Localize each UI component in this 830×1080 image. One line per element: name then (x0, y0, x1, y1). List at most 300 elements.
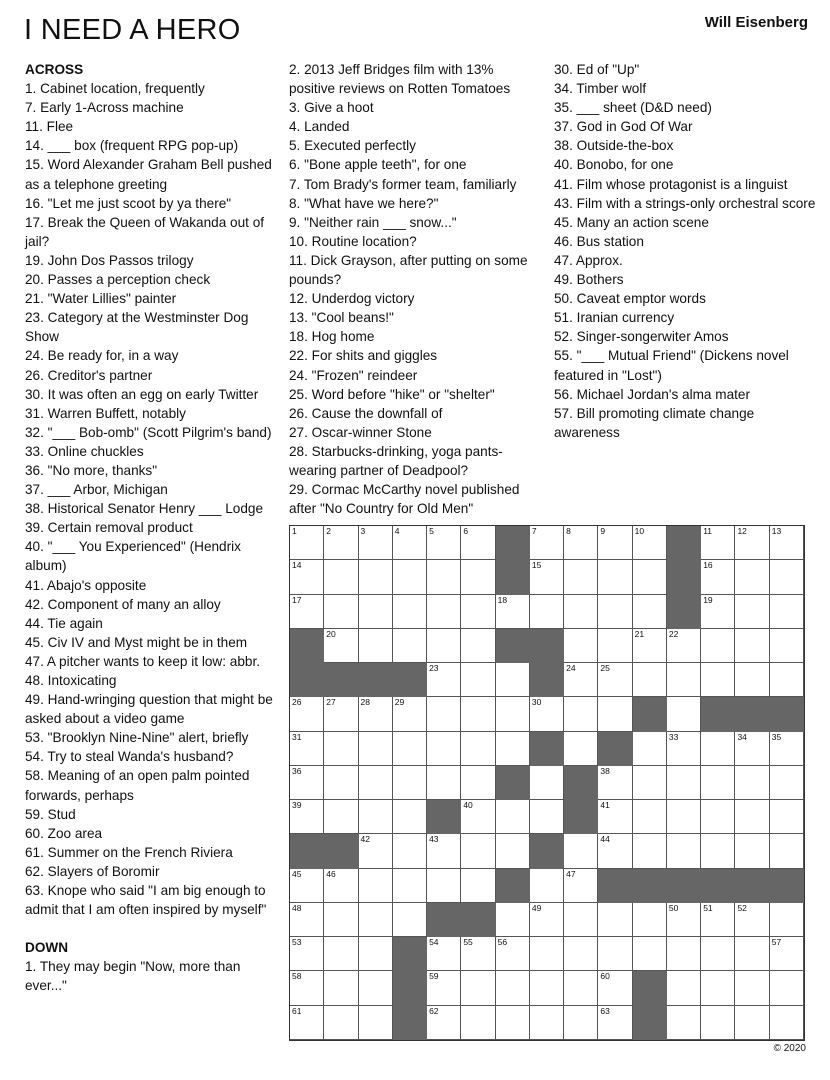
grid-cell[interactable] (324, 971, 358, 1005)
grid-cell[interactable] (633, 937, 667, 971)
clue-number: 55 (463, 937, 473, 948)
grid-cell[interactable] (667, 1006, 701, 1040)
grid-cell[interactable] (427, 834, 461, 868)
clue-number: 28 (360, 697, 370, 708)
clue-number: 15 (531, 560, 542, 571)
grid-cell[interactable] (324, 629, 358, 663)
grid-cell[interactable] (667, 903, 701, 937)
grid-cell[interactable] (735, 732, 769, 766)
clue-number: 19 (703, 594, 713, 605)
grid-cell[interactable] (290, 800, 324, 834)
grid-cell[interactable] (598, 663, 632, 697)
black-square (633, 971, 667, 1005)
grid-cell[interactable] (290, 766, 324, 800)
down-clue: 8. "What have we here?" (289, 195, 439, 211)
grid-cell[interactable] (496, 1006, 530, 1040)
grid-cell[interactable] (598, 800, 632, 834)
grid-cell[interactable] (393, 766, 427, 800)
grid-cell[interactable] (530, 560, 564, 594)
grid-cell[interactable] (667, 629, 701, 663)
black-square (564, 766, 598, 800)
grid-cell[interactable] (427, 595, 461, 629)
grid-cell[interactable] (735, 560, 769, 594)
grid-cell[interactable] (701, 595, 735, 629)
down-clue: 40. Bonobo, for one (554, 157, 674, 173)
down-clue: 35. ___ sheet (D&D need) (554, 100, 712, 116)
grid-cell[interactable] (564, 834, 598, 868)
down-clue: 2. 2013 Jeff Bridges film with 13% positive reviews on Rotten Tomatoes (289, 62, 511, 97)
grid-cell[interactable] (461, 595, 495, 629)
grid-cell[interactable] (359, 869, 393, 903)
grid-cell[interactable] (530, 766, 564, 800)
grid-cell[interactable] (598, 526, 632, 560)
clue-number: 60 (600, 971, 610, 982)
grid-cell[interactable] (667, 697, 701, 731)
black-square (667, 869, 701, 903)
grid-cell[interactable] (461, 937, 495, 971)
black-square (530, 732, 564, 766)
black-square (633, 697, 667, 731)
grid-cell[interactable] (667, 732, 701, 766)
across-clue: 37. ___ Arbor, Michigan (25, 482, 168, 498)
grid-cell[interactable] (770, 629, 804, 663)
grid-cell[interactable] (324, 869, 358, 903)
across-clue: 24. Be ready for, in a way (25, 348, 179, 364)
clue-number: 47 (566, 868, 576, 879)
grid-cell[interactable] (393, 526, 427, 560)
grid-cell[interactable] (735, 903, 769, 937)
black-square (393, 971, 427, 1005)
grid-cell[interactable] (564, 629, 598, 663)
grid-cell[interactable] (633, 629, 667, 663)
grid-cell[interactable] (735, 800, 769, 834)
across-clue: 58. Meaning of an open palm pointed forwards, perhaps (25, 768, 250, 803)
grid-cell[interactable] (530, 869, 564, 903)
grid-cell[interactable] (633, 595, 667, 629)
clue-number: 42 (360, 834, 370, 845)
grid-cell[interactable] (427, 663, 461, 697)
down-clue: 10. Routine location? (289, 233, 417, 249)
down-clue: 56. Michael Jordan's alma mater (554, 386, 751, 402)
clue-number: 53 (292, 937, 302, 948)
puzzle-title: I NEED A HERO (24, 14, 241, 46)
grid-cell[interactable] (564, 971, 598, 1005)
grid-cell[interactable] (735, 971, 769, 1005)
puzzle-author: Will Eisenberg (704, 14, 808, 31)
black-square (290, 663, 324, 697)
grid-cell[interactable] (359, 697, 393, 731)
clue-number: 39 (292, 800, 302, 811)
clue-number: 2 (326, 526, 331, 536)
across-clue: 54. Try to steal Wanda's husband? (25, 749, 234, 765)
across-clue: 15. Word Alexander Graham Bell pushed as a telephone greeting (25, 157, 272, 192)
grid-cell[interactable] (530, 595, 564, 629)
down-clue: 55. "___ Mutual Friend" (Dickens novel featured in "Lost") (554, 348, 789, 383)
grid-cell[interactable] (393, 869, 427, 903)
grid-cell[interactable] (359, 937, 393, 971)
grid-cell[interactable] (427, 732, 461, 766)
grid-cell[interactable] (461, 834, 495, 868)
across-clue: 53. "Brooklyn Nine-Nine" alert, briefly (25, 730, 249, 746)
black-square (564, 800, 598, 834)
grid-cell[interactable] (427, 560, 461, 594)
grid-cell[interactable] (564, 869, 598, 903)
clue-number: 58 (292, 971, 302, 982)
grid-cell[interactable] (461, 526, 495, 560)
down-clue: 27. Oscar-winner Stone (289, 424, 432, 440)
black-square (530, 663, 564, 697)
grid-cell[interactable] (530, 903, 564, 937)
black-square (496, 629, 530, 663)
grid-cell[interactable] (461, 971, 495, 1005)
grid-cell[interactable] (701, 560, 735, 594)
grid-cell[interactable] (770, 595, 804, 629)
grid-cell[interactable] (701, 629, 735, 663)
clue-number: 41 (600, 800, 610, 811)
grid-cell[interactable] (359, 834, 393, 868)
grid-cell[interactable] (290, 903, 324, 937)
grid-cell[interactable] (770, 971, 804, 1005)
grid-cell[interactable] (667, 834, 701, 868)
across-clue: 36. "No more, thanks" (25, 462, 158, 478)
grid-cell[interactable] (393, 595, 427, 629)
grid-cell[interactable] (701, 937, 735, 971)
grid-cell[interactable] (633, 766, 667, 800)
grid-cell[interactable] (564, 663, 598, 697)
clue-number: 25 (600, 663, 610, 674)
grid-cell[interactable] (290, 1006, 324, 1040)
grid-cell[interactable] (564, 595, 598, 629)
grid-cell[interactable] (633, 800, 667, 834)
down-clue: 43. Film with a strings-only orchestral score (554, 195, 816, 211)
grid-cell[interactable] (290, 560, 324, 594)
grid-cell[interactable] (324, 560, 358, 594)
grid-cell[interactable] (667, 937, 701, 971)
grid-cell[interactable] (496, 937, 530, 971)
clue-number: 30 (531, 697, 542, 708)
grid-cell[interactable] (701, 903, 735, 937)
grid-cell[interactable] (461, 800, 495, 834)
grid-cell[interactable] (393, 629, 427, 663)
grid-cell[interactable] (393, 800, 427, 834)
grid-cell[interactable] (530, 800, 564, 834)
grid-cell[interactable] (633, 732, 667, 766)
grid-cell[interactable] (770, 1006, 804, 1040)
grid-cell[interactable] (564, 903, 598, 937)
grid-cell[interactable] (530, 937, 564, 971)
clue-number: 35 (771, 731, 782, 742)
grid-cell[interactable] (770, 937, 804, 971)
grid-cell[interactable] (564, 1006, 598, 1040)
grid-cell[interactable] (359, 732, 393, 766)
grid-cell[interactable] (564, 560, 598, 594)
grid-cell[interactable] (598, 903, 632, 937)
down-clue: 12. Underdog victory (289, 291, 415, 307)
across-clue: 23. Category at the Westminster Dog Show (25, 310, 249, 345)
grid-cell[interactable] (290, 869, 324, 903)
grid-cell[interactable] (701, 1006, 735, 1040)
grid-cell[interactable] (427, 1006, 461, 1040)
grid-cell[interactable] (324, 732, 358, 766)
grid-cell[interactable] (530, 971, 564, 1005)
grid-cell[interactable] (359, 903, 393, 937)
grid-cell[interactable] (359, 526, 393, 560)
grid-cell[interactable] (427, 697, 461, 731)
black-square (290, 629, 324, 663)
across-clue: 60. Zoo area (25, 825, 103, 841)
clue-number: 38 (600, 765, 610, 776)
grid-cell[interactable] (667, 663, 701, 697)
grid-cell[interactable] (393, 732, 427, 766)
grid-cell[interactable] (461, 869, 495, 903)
grid-cell[interactable] (633, 903, 667, 937)
grid-cell[interactable] (496, 663, 530, 697)
clue-number: 48 (292, 902, 302, 913)
grid-cell[interactable] (290, 595, 324, 629)
down-clue: 47. Approx. (554, 252, 623, 268)
grid-cell[interactable] (598, 937, 632, 971)
grid-cell[interactable] (701, 971, 735, 1005)
grid-cell[interactable] (324, 526, 358, 560)
grid-cell[interactable] (735, 766, 769, 800)
grid-cell[interactable] (633, 834, 667, 868)
black-square (735, 869, 769, 903)
down-clue: 57. Bill promoting climate change awareness (554, 405, 755, 440)
grid-cell[interactable] (598, 971, 632, 1005)
across-clue: 45. Civ IV and Myst might be in them (25, 634, 248, 650)
black-square (496, 560, 530, 594)
grid-cell[interactable] (667, 971, 701, 1005)
grid-cell[interactable] (701, 663, 735, 697)
down-clue: 25. Word before "hike" or "shelter" (289, 386, 495, 402)
down-clue: 6. "Bone apple teeth", for one (289, 157, 467, 173)
grid-cell[interactable] (496, 697, 530, 731)
grid-cell[interactable] (324, 595, 358, 629)
grid-cell[interactable] (770, 903, 804, 937)
down-clue: 46. Bus station (554, 233, 644, 249)
grid-cell[interactable] (290, 937, 324, 971)
grid-cell[interactable] (324, 697, 358, 731)
down-clue: 5. Executed perfectly (289, 138, 416, 154)
crossword-grid[interactable] (289, 525, 805, 1041)
grid-cell[interactable] (290, 697, 324, 731)
across-heading: ACROSS (25, 62, 84, 77)
across-clue: 26. Creditor's partner (25, 367, 153, 383)
grid-cell[interactable] (564, 526, 598, 560)
black-square (496, 526, 530, 560)
grid-cell[interactable] (496, 732, 530, 766)
across-clue: 39. Certain removal product (25, 520, 193, 536)
clues-column-2 (289, 60, 543, 518)
grid-cell[interactable] (530, 697, 564, 731)
grid-cell[interactable] (701, 526, 735, 560)
black-square (530, 629, 564, 663)
clue-number: 12 (737, 526, 747, 536)
grid-cell[interactable] (770, 800, 804, 834)
clue-number: 50 (668, 902, 679, 913)
down-clue: 50. Caveat emptor words (554, 291, 706, 307)
grid-cell[interactable] (598, 766, 632, 800)
grid-cell[interactable] (393, 560, 427, 594)
grid-cell[interactable] (324, 766, 358, 800)
grid-cell[interactable] (564, 697, 598, 731)
clue-number: 34 (737, 731, 747, 742)
grid-cell[interactable] (324, 1006, 358, 1040)
across-clue: 61. Summer on the French Riviera (25, 844, 233, 860)
across-clue: 19. John Dos Passos trilogy (25, 252, 194, 268)
grid-cell[interactable] (461, 732, 495, 766)
down-clue: 11. Dick Grayson, after putting on some pounds? (289, 252, 528, 288)
clue-number: 31 (292, 731, 302, 742)
across-clue: 42. Component of many an alloy (25, 596, 221, 612)
down-clue: 38. Outside-the-box (554, 138, 674, 154)
grid-cell[interactable] (598, 560, 632, 594)
down-clue: 28. Starbucks-drinking, yoga pants-wearing partner of Deadpool? (289, 443, 503, 478)
grid-cell[interactable] (393, 903, 427, 937)
copyright-notice: © 2020 (773, 1043, 806, 1054)
clue-number: 14 (292, 560, 302, 571)
clue-number: 3 (360, 526, 366, 536)
grid-cell[interactable] (667, 766, 701, 800)
across-clue: 11. Flee (25, 119, 74, 135)
grid-cell[interactable] (598, 595, 632, 629)
grid-cell[interactable] (290, 526, 324, 560)
grid-cell[interactable] (290, 732, 324, 766)
grid-cell[interactable] (461, 560, 495, 594)
grid-cell[interactable] (770, 766, 804, 800)
grid-cell[interactable] (701, 834, 735, 868)
clue-number: 45 (292, 868, 302, 879)
across-clue: 1. Cabinet location, frequently (25, 81, 205, 97)
black-square (393, 663, 427, 697)
grid-cell[interactable] (427, 971, 461, 1005)
grid-cell[interactable] (735, 1006, 769, 1040)
grid-cell[interactable] (530, 526, 564, 560)
clue-number: 26 (292, 697, 302, 708)
black-square (359, 663, 393, 697)
grid-cell[interactable] (770, 526, 804, 560)
grid-cell[interactable] (701, 766, 735, 800)
grid-cell[interactable] (496, 903, 530, 937)
grid-cell[interactable] (461, 697, 495, 731)
grid-cell[interactable] (359, 595, 393, 629)
across-clue: 40. "___ You Experienced" (Hendrix album) (25, 539, 241, 574)
black-square (667, 560, 701, 594)
grid-cell[interactable] (461, 629, 495, 663)
down-clue: 18. Hog home (289, 329, 375, 345)
grid-cell[interactable] (496, 595, 530, 629)
clue-number: 33 (668, 731, 679, 742)
grid-cell[interactable] (496, 834, 530, 868)
across-clue: 14. ___ box (frequent RPG pop-up) (25, 138, 239, 154)
clue-number: 52 (737, 902, 747, 913)
clue-number: 51 (703, 902, 713, 913)
grid-cell[interactable] (427, 629, 461, 663)
grid-cell[interactable] (598, 834, 632, 868)
black-square (324, 834, 358, 868)
grid-cell[interactable] (359, 1006, 393, 1040)
grid-cell[interactable] (633, 526, 667, 560)
grid-cell[interactable] (598, 1006, 632, 1040)
black-square (735, 697, 769, 731)
grid-cell[interactable] (735, 595, 769, 629)
grid-cell[interactable] (461, 766, 495, 800)
grid-cell[interactable] (427, 869, 461, 903)
clue-number: 16 (703, 560, 713, 571)
clue-number: 1 (292, 526, 297, 536)
grid-cell[interactable] (359, 971, 393, 1005)
grid-cell[interactable] (598, 629, 632, 663)
grid-cell[interactable] (701, 800, 735, 834)
grid-cell[interactable] (461, 663, 495, 697)
grid-cell[interactable] (735, 937, 769, 971)
across-clue: 21. "Water Lillies" painter (25, 291, 177, 307)
grid-cell[interactable] (427, 526, 461, 560)
clue-number: 43 (429, 834, 439, 845)
clue-number: 17 (292, 594, 302, 605)
grid-cell[interactable] (735, 629, 769, 663)
grid-cell[interactable] (359, 766, 393, 800)
grid-cell[interactable] (324, 903, 358, 937)
down-clue: 7. Tom Brady's former team, familiarly (289, 176, 517, 192)
clue-number: 57 (771, 937, 782, 948)
black-square (598, 732, 632, 766)
clue-number: 63 (600, 1005, 610, 1016)
grid-cell[interactable] (359, 560, 393, 594)
grid-cell[interactable] (770, 732, 804, 766)
down-clue: 37. God in God Of War (554, 119, 693, 135)
grid-cell[interactable] (598, 697, 632, 731)
grid-cell[interactable] (701, 732, 735, 766)
black-square (770, 697, 804, 731)
grid-cell[interactable] (564, 937, 598, 971)
grid-cell[interactable] (324, 800, 358, 834)
grid-cell[interactable] (633, 663, 667, 697)
grid-cell[interactable] (359, 800, 393, 834)
clue-number: 11 (703, 526, 713, 536)
across-clue: 62. Slayers of Boromir (25, 863, 160, 879)
black-square (667, 526, 701, 560)
grid-cell[interactable] (461, 1006, 495, 1040)
grid-cell[interactable] (393, 697, 427, 731)
grid-cell[interactable] (667, 800, 701, 834)
grid-cell[interactable] (770, 834, 804, 868)
grid-cell[interactable] (735, 663, 769, 697)
grid-cell[interactable] (735, 834, 769, 868)
down-heading: DOWN (25, 940, 69, 956)
down-clue: 22. For shits and giggles (289, 348, 438, 364)
grid-cell[interactable] (324, 937, 358, 971)
across-clue: 59. Stud (25, 806, 76, 822)
grid-cell[interactable] (633, 560, 667, 594)
grid-cell[interactable] (770, 663, 804, 697)
black-square (598, 869, 632, 903)
down-clue: 51. Iranian currency (554, 310, 675, 326)
grid-cell[interactable] (735, 526, 769, 560)
grid-cell[interactable] (393, 834, 427, 868)
grid-cell[interactable] (290, 971, 324, 1005)
grid-cell[interactable] (530, 1006, 564, 1040)
clue-number: 18 (497, 594, 508, 605)
grid-cell[interactable] (496, 971, 530, 1005)
grid-cell[interactable] (564, 732, 598, 766)
grid-cell[interactable] (427, 937, 461, 971)
grid-cell[interactable] (359, 629, 393, 663)
grid-cell[interactable] (427, 766, 461, 800)
grid-cell[interactable] (770, 560, 804, 594)
across-clue: 63. Knope who said "I am big enough to admit that I am often inspired by myself" (25, 883, 267, 918)
grid-cell[interactable] (496, 800, 530, 834)
